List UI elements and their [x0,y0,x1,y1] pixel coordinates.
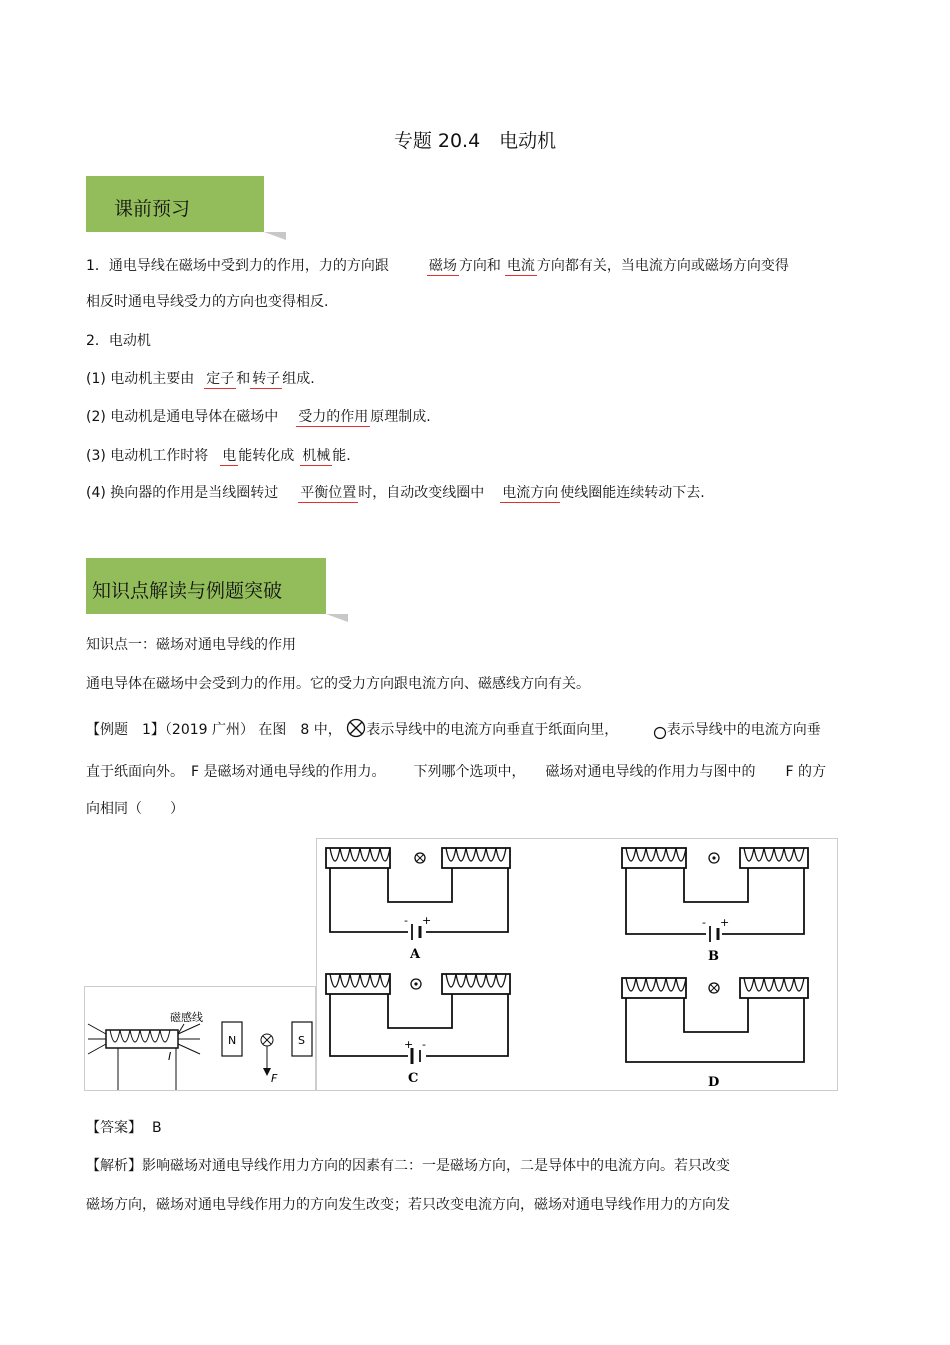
q2-item2: (2) 电动机是通电导体在磁场中 受力的作用 原理制成. [86,406,431,427]
current-label: I [168,1050,172,1063]
svg-text:+: + [422,914,432,927]
reference-figure [84,986,316,1091]
q2-item3: (3) 电动机工作时将 电 能转化成 机械 能. [86,445,351,466]
example-line3: 向相同（ ） [86,801,184,817]
n-pole-label: N [228,1034,237,1047]
section-banner-preview: 课前预习 [86,176,264,232]
options-figure [316,838,838,1091]
blank-current: 电流 [505,255,537,276]
knowledge-point-body: 通电导体在磁场中会受到力的作用。它的受力方向跟电流方向、磁感线方向有关。 [86,676,590,692]
example-line2: 直于纸面向外。 F 是磁场对通电导线的作用力。 下列哪个选项中， 磁场对通电导线的作用力与图中的 F 的方 [86,764,827,780]
force-label: F [271,1072,278,1085]
option-b-label: B [708,949,719,964]
option-c-label: C [408,1071,419,1086]
q2-item1: (1) 电动机主要由 定子 和 转子 组成. [86,368,315,389]
page-title: 专题 20.4 电动机 [393,130,557,152]
blank-electric: 电 [220,445,238,466]
svg-text:+: + [720,916,730,929]
q2-item4: (4) 换向器的作用是当线圈转过 平衡位置 时，自动改变线圈中 电流方向 使线圈能连续转动下去. [86,482,705,503]
svg-text:-: - [422,1038,426,1051]
svg-text:-: - [404,914,408,927]
q2-heading: 2．电动机 [86,333,151,349]
answer-line: 【答案】 B [86,1120,162,1136]
s-pole-label: S [298,1034,305,1047]
blank-balance-position: 平衡位置 [298,482,358,503]
analysis-line2: 磁场方向，磁场对通电导线作用力的方向发生改变；若只改变电流方向，磁场对通电导线作用力的方向发 [86,1197,730,1213]
blank-rotor: 转子 [250,368,282,389]
blank-mechanical: 机械 [300,445,332,466]
analysis-line1: 【解析】影响磁场对通电导线作用力方向的因素有二：一是磁场方向，二是导体中的电流方向。若只改变 [86,1158,730,1174]
blank-magnetic-field: 磁场 [427,255,459,276]
section-banner-knowledge: 知识点解读与例题突破 [86,558,326,614]
q1-line1: 1．通电导线在磁场中受到力的作用，力的方向跟 磁场 方向和 电流 方向都有关，当电流方向或磁场方向变得 [86,255,789,276]
answer-value: B [152,1120,162,1136]
knowledge-point-heading: 知识点一：磁场对通电导线的作用 [86,637,296,653]
blank-current-direction: 电流方向 [500,482,560,503]
example-line1: 【例题 1】（2019 广州） 在图 8 中， 表示导线中的电流方向垂直于纸面向里， 表示导线中的电流方向垂 [86,718,821,740]
q1-line2: 相反时通电导线受力的方向也变得相反. [86,294,329,310]
option-a-label: A [410,947,421,962]
svg-text:-: - [702,916,706,929]
blank-stator: 定子 [204,368,236,389]
svg-text:+: + [404,1038,414,1051]
dot-current-icon [653,726,667,740]
blank-force: 受力的作用 [296,406,370,427]
cross-current-icon [346,718,366,738]
option-d-label: D [708,1075,720,1090]
field-line-label: 磁感线 [170,1011,203,1024]
